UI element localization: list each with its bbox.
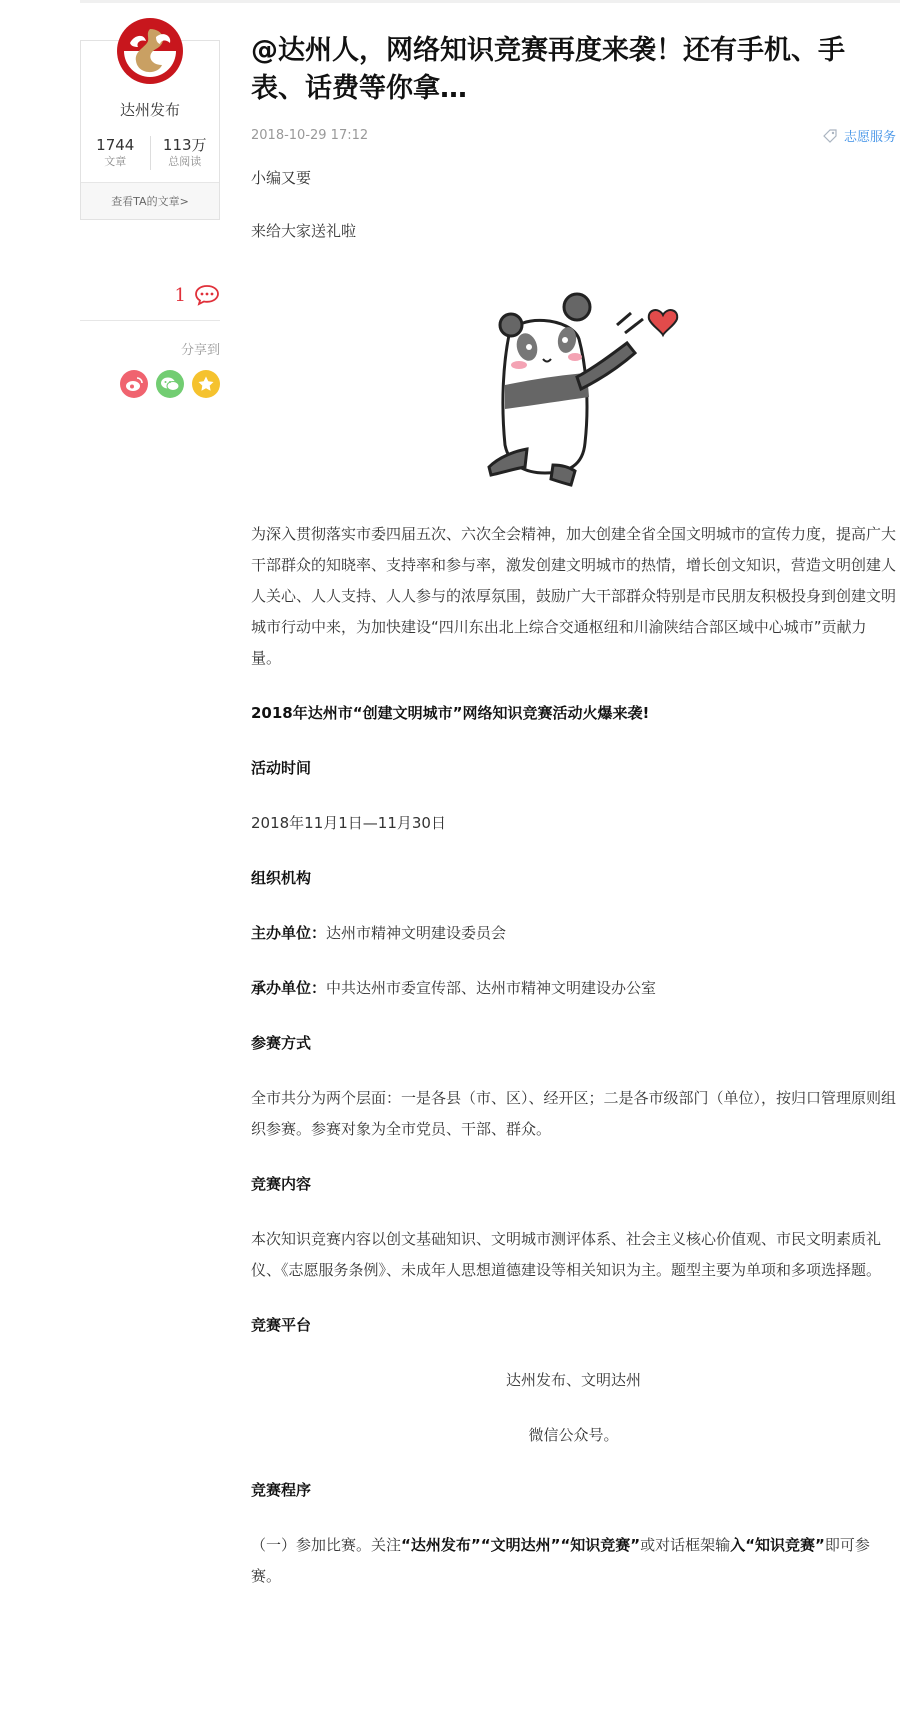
section-heading: 活动时间 [251,759,312,777]
section-heading: 组织机构 [251,869,312,887]
paragraph: 本次知识竞赛内容以创文基础知识、文明城市测评体系、社会主义核心价值观、市民文明素质礼仪、《志愿服务条例》、未成年人思想道德建设等相关知识为主。题型主要为单项和多项选择题。 [251,1230,882,1279]
section-heading: 2018年达州市“创建文明城市”网络知识竞赛活动火爆来袭! [251,704,650,722]
comment-count: 1 [174,284,186,306]
article-meta [251,126,896,145]
share-label: 分享到 [180,343,220,358]
publish-date: 2018-10-29 17:12 [251,128,369,143]
platform-line: 微信公众号。 [528,1426,619,1444]
share-icons [80,370,220,398]
view-author-articles-link[interactable]: 查看TA的文章> [81,182,219,219]
organizer-value: 中共达州市委宣传部、达州市精神文明建设办公室 [326,979,657,997]
author-card [80,40,220,220]
stat-reads [150,136,220,170]
paragraph: 小编又要 [251,169,312,187]
paragraph [251,973,896,1004]
paragraph: 2018年11月1日—11月30日 [251,814,446,832]
platform-line: 达州发布、文明达州 [505,1371,641,1389]
paragraph: 为深入贯彻落实市委四届五次、六次全会精神，加大创建全省全国文明城市的宣传力度，提高广大干部群众的知晓率、支持率和参与率，激发创建文明城市的热情，增长创文知识，营造文明创建人人关心、人人支持、人人参与的浓厚氛围，鼓励广大干部群众特别是市民朋友积极投身到创建文明城市行动中来，为加快建设“四川东出北上综合交通枢纽和川渝陕结合部区域中心城市”贡献力量。 [251,525,897,667]
host-value: 达州市精神文明建设委员会 [326,924,507,942]
stat-articles-number: 1744 [96,136,135,154]
weibo-icon[interactable] [120,370,148,398]
section-heading: 竞赛内容 [251,1175,312,1193]
favorite-star-icon[interactable] [192,370,220,398]
step-text: 或对话框架输 [640,1536,731,1554]
author-name[interactable]: 达州发布 [119,101,180,119]
step-keyword: “达州发布”“文明达州”“知识竞赛” [401,1536,641,1554]
comment-counter[interactable] [80,284,220,321]
section-heading: 竞赛平台 [251,1316,312,1334]
article [251,32,896,1592]
stat-reads-number: 113万 [162,136,207,154]
article-content [251,163,896,1592]
comment-bubble-icon[interactable] [194,284,220,306]
paragraph [251,1530,896,1592]
paragraph: 全市共分为两个层面：一是各县（市、区）、经开区；二是各市级部门（单位），按归口管理原则组织参赛。参赛对象为全市党员、干部、群众。 [251,1089,897,1138]
section-heading: 参赛方式 [251,1034,312,1052]
author-avatar[interactable] [116,17,184,85]
step-text: （一）参加比赛。关注 [251,1536,402,1554]
host-label: 主办单位： [251,924,327,942]
stat-reads-label: 总阅读 [168,155,202,168]
article-tag-label[interactable]: 志愿服务 [843,130,896,145]
step-keyword: 入“知识竞赛” [730,1536,825,1554]
paragraph [251,918,896,949]
author-sidebar [80,40,220,398]
tag-icon [822,128,838,144]
article-title: @达州人，网络知识竞赛再度来袭！还有手机、手表、话费等你拿… [251,35,845,104]
top-divider [80,0,900,3]
stat-articles-label: 文章 [104,155,127,168]
stat-articles [81,136,150,170]
section-heading: 竞赛程序 [251,1481,312,1499]
article-tag[interactable] [822,126,896,145]
panda-sticker-image [449,285,699,495]
organizer-label: 承办单位： [251,979,327,997]
wechat-icon[interactable] [156,370,184,398]
author-stats [81,136,219,170]
paragraph: 来给大家送礼啦 [251,222,357,240]
step-text: 即可参赛。 [251,1536,870,1585]
